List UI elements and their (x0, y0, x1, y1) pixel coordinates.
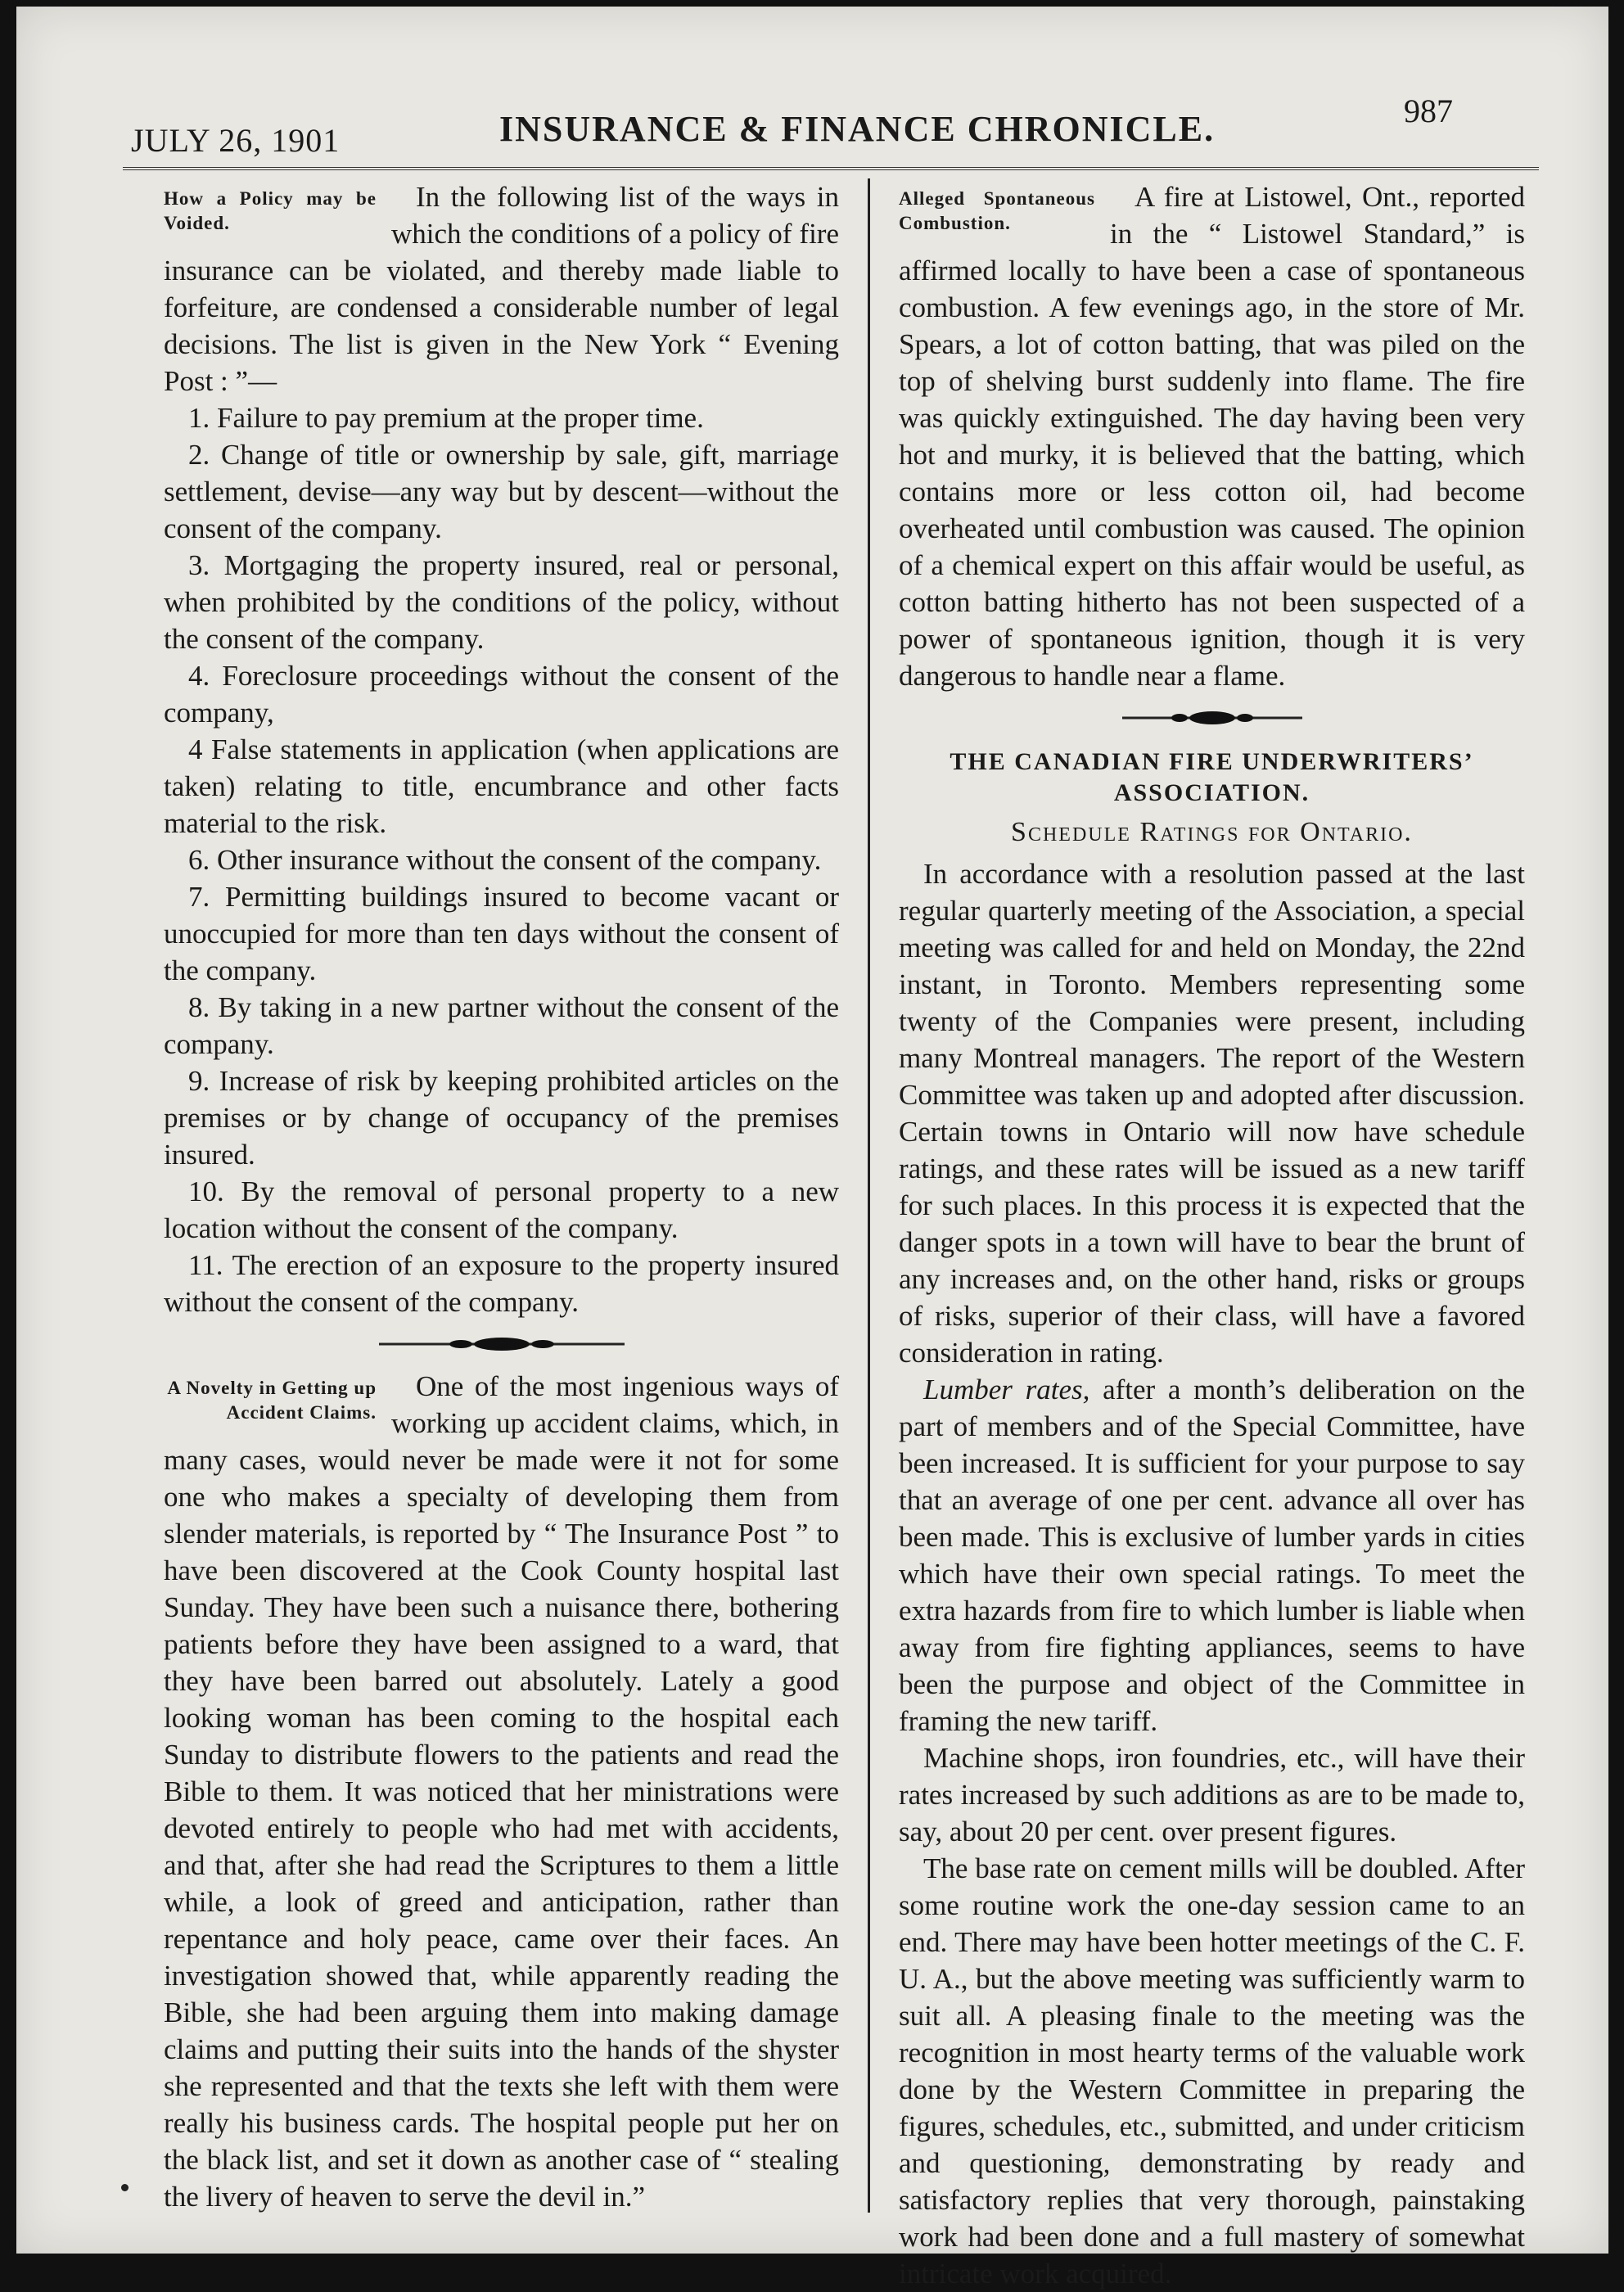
paragraph: In accordance with a resolution passed at the last regular quarterly meeting of the Association, a special meeting was called for and held on Monday, the 22nd instant, in Toronto. Members representing some twenty of the Companies were present, including many Montreal managers. The report of the Western Committee was taken up and adopted after discussion. Certain towns in Ontario will now have schedule ratings, and these rates will be issued as a new tariff for such places. In this process it is expected that the danger spots in a town will have to bear the brunt of any increases and, on the other hand, risks or groups of risks, superior of their class, will have a favored consideration in rating. (899, 858, 1525, 1369)
paragraph-lead: Lumber rates, (923, 1374, 1090, 1405)
margin-dot (121, 2184, 129, 2191)
section-ornament (899, 704, 1525, 732)
list-item: 2. Change of title or ownership by sale, gift, marriage settlement, devise—any way but by descent—without the consent of the company. (164, 439, 839, 544)
list-item: 9. Increase of risk by keeping prohibited articles on the premises or by change of occupancy of the premises insured. (164, 1065, 839, 1171)
paragraph: The base rate on cement mills will be doubled. After some routine work the one-day session came to an end. There may have been hotter meetings of the C. F. U. A., but the above meeting was sufficiently warm to suit all. A pleasing finale to the meeting was the recognition in most hearty terms of the valuable work done by the Western Committee in preparing the figures, schedules, etc., submitted, and under criticism and questioning, demonstrating by ready and satisfactory replies that very thorough, painstaking work had been done and a full mastery of somewhat intricate work acquired. (899, 1852, 1525, 2290)
issue-date: JULY 26, 1901 (131, 122, 341, 159)
newspaper-page (16, 7, 1608, 2290)
list-item: 7. Permitting buildings insured to become vacant or unoccupied for more than ten days without the consent of the company. (164, 881, 839, 986)
article-novelty (164, 1368, 839, 2215)
publication-title: INSURANCE & FINANCE CHRONICLE. (499, 109, 1216, 149)
list-item: 1. Failure to pay premium at the proper time. (188, 402, 704, 434)
article-title: THE CANADIAN FIRE UNDERWRITERS’ ASSOCIATION. (950, 748, 1474, 806)
paragraph: Machine shops, iron foundries, etc., will have their rates increased by such additions as are to be made to, say, about 20 per cent. over present figures. (899, 1742, 1525, 1848)
article-policy-voided (164, 178, 839, 1320)
left-column (164, 178, 839, 2215)
article-sidehead: Alleged Spontaneous Combustion. (899, 188, 1095, 233)
list-item: 11. The erection of an exposure to the property insured without the consent of the company. (164, 1249, 839, 1318)
header-rule (123, 167, 1539, 170)
article-sidehead: How a Policy may be Voided. (164, 188, 377, 233)
paragraph-text: after a month’s deliberation on the part of members and of the Special Committee, have been increased. It is sufficient for your purpose to say that an average of one per cent. advance all over has been made. This is exclusive of lumber yards in cities which have their own special ratings. To meet the extra hazards from fire to which lumber is liable when away from fire fighting appliances, seems to have been the purpose and object of the Committee in framing the new tariff. (899, 1374, 1525, 1737)
article-intro: In the following list of the ways in which the conditions of a policy of fire insurance can be violated, and thereby made liable to forfeiture, are condensed a considerable number of legal decisions. The list is given in the New York “ Evening Post : ”— (164, 181, 839, 397)
list-item: 8. By taking in a new partner without the consent of the company. (164, 991, 839, 1060)
article-sidehead: A Novelty in Getting up Accident Claims. (167, 1378, 377, 1423)
right-column (899, 178, 1525, 2292)
article-combustion (899, 178, 1525, 694)
section-ornament (164, 1330, 839, 1358)
page-number: 987 (1404, 92, 1453, 129)
forfeiture-list (164, 399, 839, 1320)
list-item: 4 False statements in application (when applications are taken) relating to title, encumbrance and other facts material to the risk. (164, 733, 839, 839)
article-association (899, 747, 1525, 2292)
article-body: A fire at Listowel, Ont., reported in the “ Listowel Standard,” is affirmed locally to have been a case of spontaneous combustion. A few evenings ago, in the store of Mr. Spears, a lot of cotton batting, that was piled on the top of shelving burst suddenly into flame. The fire was quickly extinguished. The day having been very hot and murky, it is believed that the batting, which contains more or less cotton oil, had become overheated until combustion was caused. The opinion of a chemical expert on this affair would be useful, as cotton batting hitherto has not been suspected of a power of spontaneous ignition, though it is very dangerous to handle near a flame. (899, 181, 1525, 692)
list-item: 4. Foreclosure proceedings without the consent of the company, (164, 660, 839, 729)
list-item: 10. By the removal of personal property to a new location without the consent of the company. (164, 1175, 839, 1244)
column-divider (868, 178, 870, 2213)
article-subtitle: Schedule Ratings for Ontario. (1011, 817, 1413, 847)
list-item: 6. Other insurance without the consent of the company. (188, 844, 822, 876)
article-body: One of the most ingenious ways of working up accident claims, which, in many cases, would never be made were it not for some one who makes a specialty of developing them from slender materials, is reported by “ The Insurance Post ” to have been discovered at the Cook County hospital last Sunday. They have been such a nuisance there, bothering patients before they have been assigned to a ward, that they have been barred out absolutely. Lately a good looking woman has been coming to the hospital each Sunday to distribute flowers to the patients and read the Bible to them. It was noticed that her ministrations were devoted entirely to people who had met with accidents, and that, after she had read the Scriptures to them a little while, a look of greed and anticipation, rather than repentance and holy peace, came over their faces. An investigation showed that, while apparently reading the Bible, she had been arguing them into making damage claims and putting their suits into the hands of the shyster she represented and that the texts she left with them were really his business cards. The hospital people put her on the black list, and set it down as another case of “ stealing the livery of heaven to serve the devil in.” (164, 1370, 839, 2213)
list-item: 3. Mortgaging the property insured, real or personal, when prohibited by the conditions of the policy, without the consent of the company. (164, 549, 839, 655)
paragraph (899, 1371, 1525, 1739)
